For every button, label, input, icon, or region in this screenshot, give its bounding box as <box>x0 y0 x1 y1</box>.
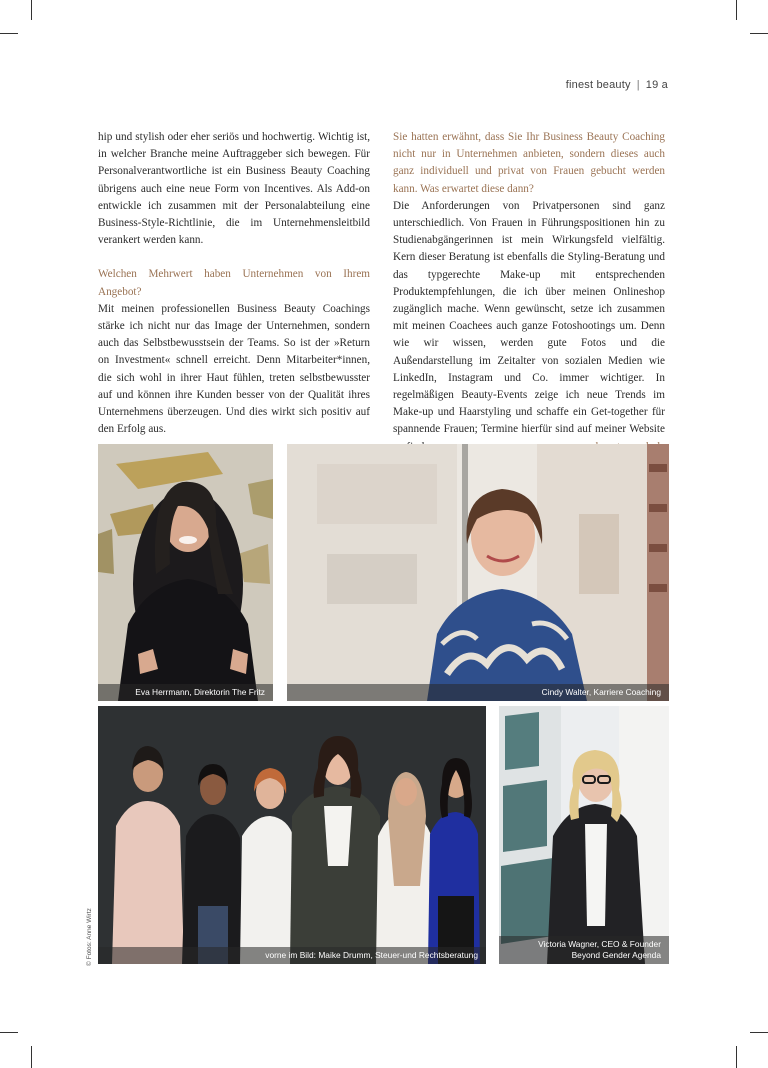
portrait-image <box>98 444 273 701</box>
text-column-right <box>393 129 665 456</box>
photo-cindy-walter <box>287 444 669 701</box>
header-separator: | <box>636 79 640 91</box>
photo-victoria-wagner <box>499 706 669 964</box>
answer-paragraph: Mit meinen professionellen Business Beauty Coachings stärke ich nicht nur das Image der Unternehmen, sondern auch das Selbstbewusstsein der Teams. So ist der »Return on Investment« schnell erreicht. Denn Mitarbeiter*innen, die sich wohl in ihrer Haut fühlen, treten selbstbewusster auf und können ihre Kunden besser von der Qualität ihres Unternehmens überzeugen. Und dies wirkt sich positiv auf den Erfolg aus. <box>98 302 370 436</box>
photo-group <box>98 706 486 964</box>
crop-mark-bottom-left-v <box>31 1046 32 1068</box>
photo-caption: vorne im Bild: Maike Drumm, Steuer-und Rechtsberatung <box>98 947 486 964</box>
header-section: finest beauty <box>565 79 631 91</box>
crop-mark-top-right-v <box>736 0 737 20</box>
crop-mark-bottom-right-h <box>750 1032 768 1033</box>
caption-line-1: Victoria Wagner, CEO & Founder <box>538 939 661 949</box>
photo-caption: Cindy Walter, Karriere Coaching <box>287 684 669 701</box>
answer-paragraph <box>393 198 665 456</box>
portrait-image <box>287 444 669 701</box>
text-column-left <box>98 129 370 438</box>
caption-line-2: Beyond Gender Agenda <box>571 950 661 960</box>
photo-eva-herrmann <box>98 444 273 701</box>
intro-paragraph: hip und stylish oder eher seriös und hochwertig. Wichtig ist, in welcher Branche meine Auftraggeber sich bewegen. Für Personalverantwortliche ist ein Business Beauty Coaching übrigens auch eine neue Form von Incentives. Als Add-on entwickle ich zusammen mit der Personalabteilung eine Business-Style-Richtlinie, die im Unternehmensleitbild verankert werden kann. <box>98 131 370 247</box>
question-heading: Sie hatten erwähnt, dass Sie Ihr Business Beauty Coaching nicht nur in Unternehmen anbieten, sondern dieses auch ganz individuell und privat von Frauen gebucht werden kann. Was erwartet diese dann? <box>393 131 665 195</box>
crop-mark-top-left-v <box>31 0 32 20</box>
crop-mark-top-left-h <box>0 33 18 34</box>
group-image <box>98 706 486 964</box>
photo-credit: © Fotos: Anne Wirtz <box>86 908 93 966</box>
photo-caption <box>499 936 669 964</box>
crop-mark-bottom-left-h <box>0 1032 18 1033</box>
crop-mark-bottom-right-v <box>736 1046 737 1068</box>
crop-mark-top-right-h <box>750 33 768 34</box>
running-header <box>566 79 668 91</box>
portrait-image <box>499 706 669 964</box>
answer-text: Die Anforderungen von Privatpersonen sind ganz unterschiedlich. Von Frauen in Führungspositionen hin zu Studienabgängerinnen ist mein Wirkungsfeld vielfältig. Kern dieser Beratung ist ebenfalls die Styling-Beratung und das typgerechte Make-up mit entsprechenden Produktempfehlungen, die ich über meinen Onlineshop zugänglich mache. Wenn gewünscht, setze ich zusammen mit meinen Coachees auch ganze Fotoshootings um. Denn wie wir wissen, werden gute Fotos und die Außendarstellung im Zeitalter von sozialen Medien wie LinkedIn, Instagram und Co. immer wichtiger. In regelmäßigen Beauty-Events zeige ich neue Trends im Make-up und Haarstyling und schaffe ein Get-together für spannende Frauen; Termine hierfür sind auf meiner Website <box>393 199 665 436</box>
page-number: 19 a <box>645 79 668 91</box>
photo-caption: Eva Herrmann, Direktorin The Fritz <box>98 684 273 701</box>
question-heading: Welchen Mehrwert haben Unternehmen von Ihrem Angebot? <box>98 268 370 298</box>
